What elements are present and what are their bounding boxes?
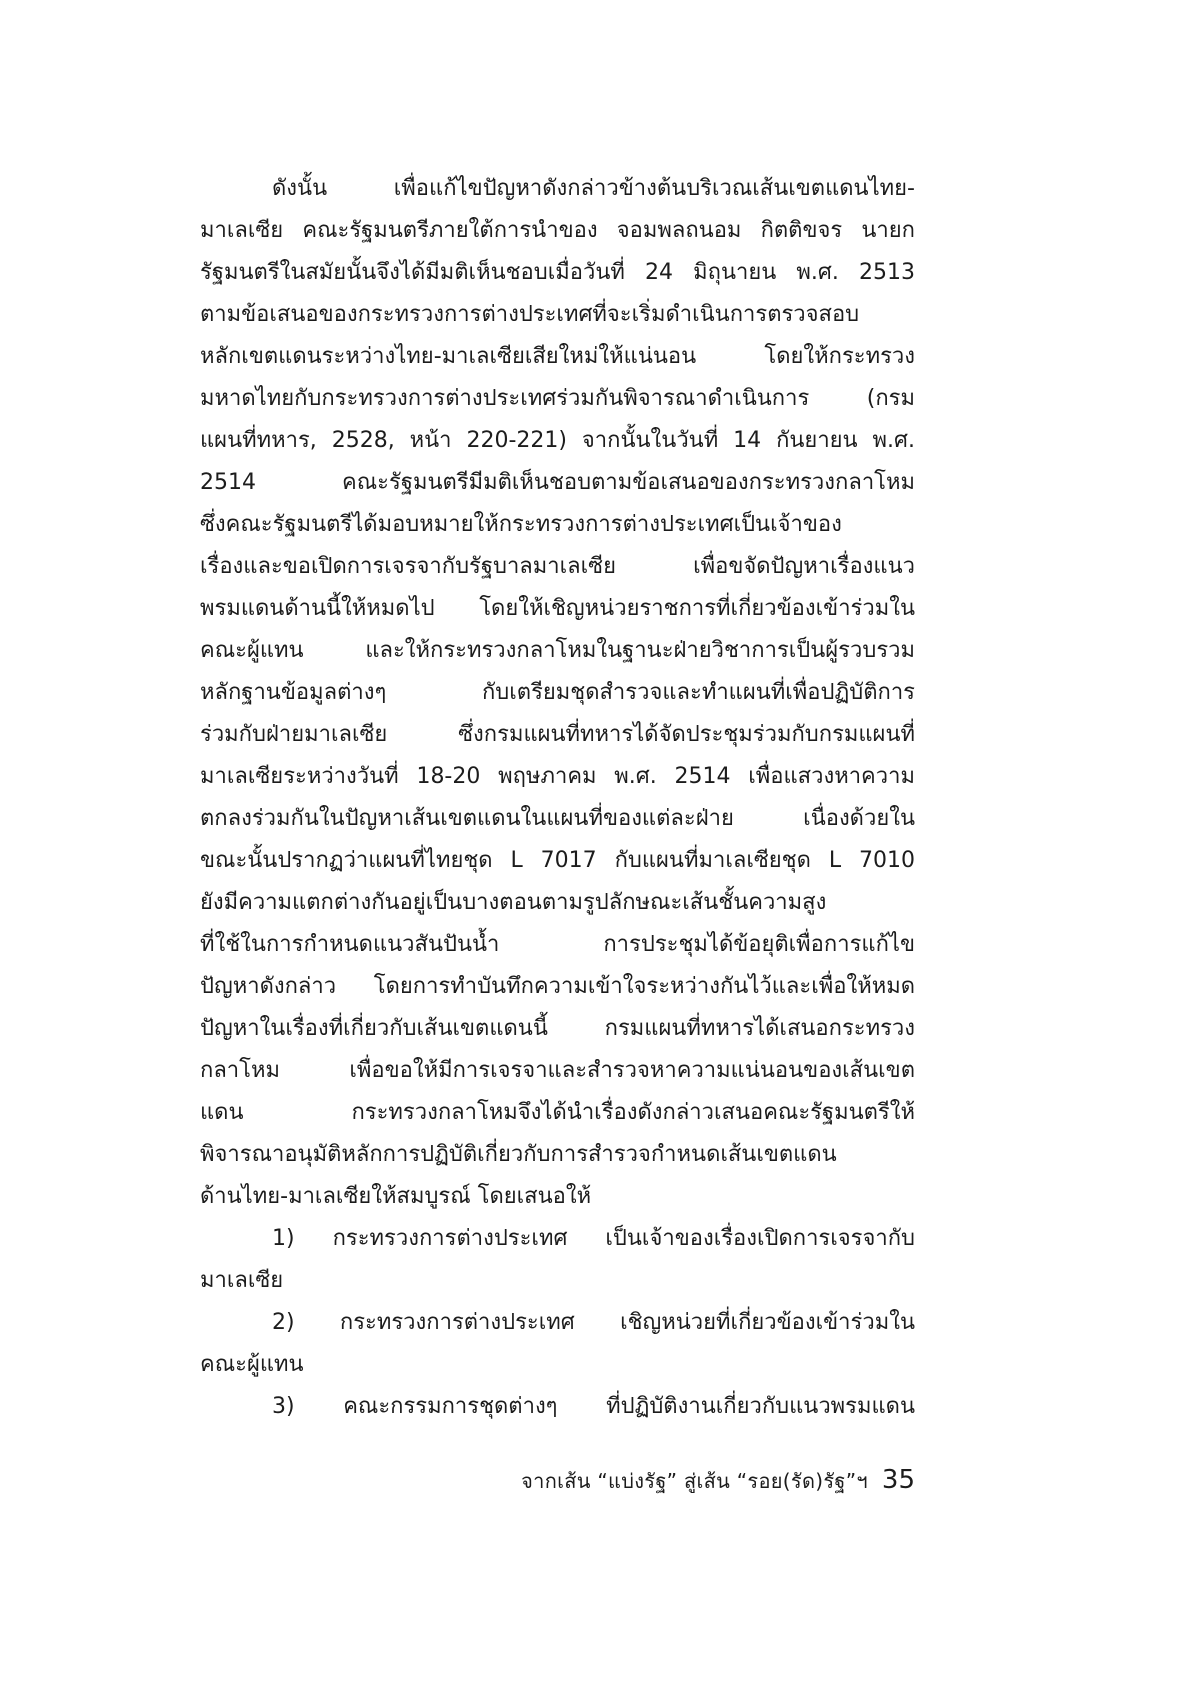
text-line: ร่วมกับฝ่ายมาเลเซีย ซึ่งกรมแผนที่ทหารได้จัดประชุมร่วมกับกรมแผนที่ (200, 722, 915, 747)
text-line: คณะผู้แทน และให้กระทรวงกลาโหมในฐานะฝ่ายวิชาการเป็นผู้รวบรวม (200, 638, 915, 663)
text-line: ที่ใช้ในการกำหนดแนวสันปันน้ำ การประชุมได้ข้อยุติเพื่อการแก้ไข (200, 932, 915, 957)
text-line: พิจารณาอนุมัติหลักการปฏิบัติเกี่ยวกับการสำรวจกำหนดเส้นเขตแดน (200, 1142, 837, 1167)
text-line: ดังนั้น เพื่อแก้ไขปัญหาดังกล่าวข้างต้นบริเวณเส้นเขตแดนไทย- (272, 176, 915, 201)
text-line: หลักฐานข้อมูลต่างๆ กับเตรียมชุดสำรวจและทำแผนที่เพื่อปฏิบัติการ (200, 680, 915, 705)
page-footer (200, 1458, 915, 1502)
text-line: ตกลงร่วมกันในปัญหาเส้นเขตแดนในแผนที่ของแต่ละฝ่าย เนื่องด้วยใน (200, 806, 915, 831)
text-line: พรมแดนด้านนี้ให้หมดไป โดยให้เชิญหน่วยราชการที่เกี่ยวข้องเข้าร่วมใน (200, 596, 915, 621)
text-line: ซึ่งคณะรัฐมนตรีได้มอบหมายให้กระทรวงการต่างประเทศเป็นเจ้าของ (200, 512, 842, 537)
text-line: มาเลเซีย คณะรัฐมนตรีภายใต้การนำของ จอมพลถนอม กิตติขจร นายก (200, 218, 915, 243)
paragraph-main (200, 168, 915, 1218)
text-line: มาเลเซียระหว่างวันที่ 18-20 พฤษภาคม พ.ศ. 2514 เพื่อแสวงหาความ (200, 764, 915, 789)
text-line: ปัญหาในเรื่องที่เกี่ยวกับเส้นเขตแดนนี้ กรมแผนที่ทหารได้เสนอกระทรวง (200, 1016, 915, 1041)
text-line: ยังมีความแตกต่างกันอยู่เป็นบางตอนตามรูปลักษณะเส้นชั้นความสูง (200, 890, 827, 915)
text-line: คณะผู้แทน (200, 1352, 304, 1377)
text-line: มาเลเซีย (200, 1268, 284, 1293)
text-line: ขณะนั้นปรากฏว่าแผนที่ไทยชุด L 7017 กับแผนที่มาเลเซียชุด L 7010 (200, 848, 915, 873)
text-line: 3) คณะกรรมการชุดต่างๆ ที่ปฏิบัติงานเกี่ยวกับแนวพรมแดน (272, 1394, 915, 1419)
text-line: 2) กระทรวงการต่างประเทศ เชิญหน่วยที่เกี่ยวข้องเข้าร่วมใน (272, 1310, 915, 1335)
text-line: ปัญหาดังกล่าว โดยการทำบันทึกความเข้าใจระหว่างกันไว้และเพื่อให้หมด (200, 974, 915, 999)
page-number: 35 (881, 1465, 915, 1495)
text-line: 2514 คณะรัฐมนตรีมีมติเห็นชอบตามข้อเสนอของกระทรวงกลาโหม (200, 470, 915, 495)
text-line: แผนที่ทหาร, 2528, หน้า 220-221) จากนั้นในวันที่ 14 กันยายน พ.ศ. (200, 428, 915, 453)
text-line: 1) กระทรวงการต่างประเทศ เป็นเจ้าของเรื่องเปิดการเจรจากับ (272, 1226, 915, 1251)
body-text (200, 168, 915, 1428)
text-line: หลักเขตแดนระหว่างไทย-มาเลเซียเสียใหม่ให้แน่นอน โดยให้กระทรวง (200, 344, 915, 369)
text-line: รัฐมนตรีในสมัยนั้นจึงได้มีมติเห็นชอบเมื่อวันที่ 24 มิถุนายน พ.ศ. 2513 (200, 260, 915, 285)
running-title: จากเส้น “แบ่งรัฐ” สู่เส้น “รอย(รัด)รัฐ”ฯ (521, 1469, 868, 1493)
list-item-1 (200, 1218, 915, 1302)
text-line: กลาโหม เพื่อขอให้มีการเจรจาและสำรวจหาความแน่นอนของเส้นเขต (200, 1058, 915, 1083)
text-line: ด้านไทย-มาเลเซียให้สมบูรณ์ โดยเสนอให้ (200, 1184, 592, 1209)
list-item-3 (200, 1386, 915, 1428)
list-item-2 (200, 1302, 915, 1386)
text-line: มหาดไทยกับกระทรวงการต่างประเทศร่วมกันพิจารณาดำเนินการ (กรม (200, 386, 915, 411)
text-line: ตามข้อเสนอของกระทรวงการต่างประเทศที่จะเริ่มดำเนินการตรวจสอบ (200, 302, 860, 327)
text-line: แดน กระทรวงกลาโหมจึงได้นำเรื่องดังกล่าวเสนอคณะรัฐมนตรีให้ (200, 1100, 915, 1125)
text-line: เรื่องและขอเปิดการเจรจากับรัฐบาลมาเลเซีย เพื่อขจัดปัญหาเรื่องแนว (200, 554, 915, 579)
